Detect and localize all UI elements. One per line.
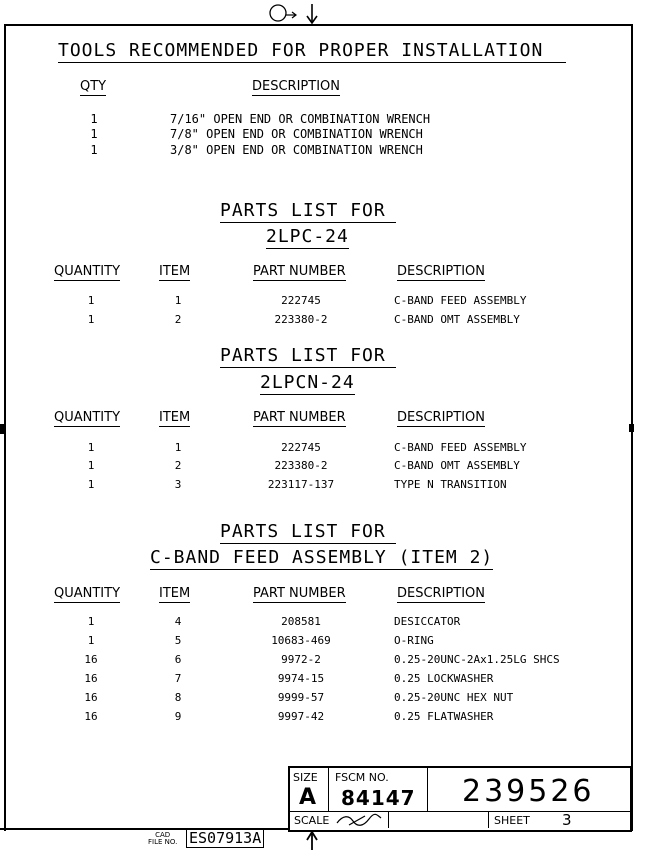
tools-title: TOOLS RECOMMENDED FOR PROPER INSTALLATION <box>58 40 566 63</box>
description-header: DESCRIPTION <box>397 586 485 601</box>
revision-arrow-icon <box>268 2 324 26</box>
row-quantity: 1 <box>87 313 95 326</box>
row-item: 2 <box>174 459 182 472</box>
row-quantity: 16 <box>84 691 98 704</box>
fscm-label: FSCM NO. <box>335 771 389 784</box>
row-description: C-BAND FEED ASSEMBLY <box>394 441 527 454</box>
row-description: TYPE N TRANSITION <box>394 478 507 491</box>
row-quantity: 1 <box>87 615 95 628</box>
quantity-header: QUANTITY <box>54 410 121 425</box>
row-part-number: 9974-15 <box>277 672 325 685</box>
row-item: 2 <box>174 313 182 326</box>
row-item: 7 <box>174 672 182 685</box>
sheet-value: 3 <box>562 811 572 829</box>
tools-qty: 1 <box>90 112 98 126</box>
row-part-number: 9972-2 <box>281 653 321 666</box>
row-description: 0.25 FLATWASHER <box>394 710 494 723</box>
size-label: SIZE <box>293 771 318 784</box>
row-part-number: 223380-2 <box>274 459 328 472</box>
row-part-number: 9997-42 <box>277 710 325 723</box>
title-block-divider <box>290 811 630 812</box>
row-part-number: 222745 <box>281 294 321 307</box>
scale-label: SCALE <box>294 814 330 827</box>
row-item: 3 <box>174 478 182 491</box>
row-quantity: 16 <box>84 672 98 685</box>
part-number-header: PART NUMBER <box>253 586 346 601</box>
left-edge-mark <box>0 424 5 434</box>
quantity-header: QUANTITY <box>54 586 121 601</box>
tools-description-header: DESCRIPTION <box>252 79 340 94</box>
row-item: 1 <box>174 294 182 307</box>
cad-label-bottom: FILE NO. <box>148 838 178 846</box>
row-quantity: 16 <box>84 710 98 723</box>
row-description: 0.25 LOCKWASHER <box>394 672 494 685</box>
item-header: ITEM <box>159 264 191 279</box>
parts-list-subtitle: C-BAND FEED ASSEMBLY (ITEM 2) <box>150 547 494 568</box>
row-part-number: 9999-57 <box>277 691 325 704</box>
part-number-header: PART NUMBER <box>253 410 346 425</box>
drawing-number: 239526 <box>462 774 595 809</box>
tools-description: 7/16" OPEN END OR COMBINATION WRENCH <box>170 112 431 126</box>
parts-list-subtitle: 2LPC-24 <box>266 226 349 247</box>
parts-list-title: PARTS LIST FOR <box>220 345 396 368</box>
item-header: ITEM <box>159 586 191 601</box>
quantity-header: QUANTITY <box>54 264 121 279</box>
row-description: C-BAND OMT ASSEMBLY <box>394 313 520 326</box>
parts-list-subtitle: 2LPCN-24 <box>260 372 355 393</box>
row-quantity: 1 <box>87 634 95 647</box>
row-item: 1 <box>174 441 182 454</box>
part-number-header: PART NUMBER <box>253 264 346 279</box>
right-edge-mark <box>629 424 634 432</box>
row-description: C-BAND FEED ASSEMBLY <box>394 294 527 307</box>
bottom-arrow-icon <box>303 830 321 850</box>
description-header: DESCRIPTION <box>397 264 485 279</box>
row-part-number: 223117-137 <box>267 478 335 491</box>
row-item: 4 <box>174 615 182 628</box>
tools-description: 3/8" OPEN END OR COMBINATION WRENCH <box>170 143 423 157</box>
row-quantity: 1 <box>87 478 95 491</box>
size-cell <box>290 768 329 811</box>
row-item: 5 <box>174 634 182 647</box>
row-item: 9 <box>174 710 182 723</box>
row-quantity: 16 <box>84 653 98 666</box>
row-part-number: 208581 <box>281 615 321 628</box>
row-description: DESICCATOR <box>394 615 461 628</box>
row-quantity: 1 <box>87 459 95 472</box>
scale-divider <box>388 811 389 828</box>
row-quantity: 1 <box>87 441 95 454</box>
row-part-number: 222745 <box>281 441 321 454</box>
cad-file-number: ES07913A <box>186 829 264 848</box>
tools-description: 7/8" OPEN END OR COMBINATION WRENCH <box>170 127 423 141</box>
row-part-number: 10683-469 <box>271 634 331 647</box>
title-block <box>288 766 632 832</box>
description-header: DESCRIPTION <box>397 410 485 425</box>
scale-none-mark-icon <box>335 813 383 827</box>
row-item: 8 <box>174 691 182 704</box>
row-description: C-BAND OMT ASSEMBLY <box>394 459 520 472</box>
fscm-cell <box>329 768 428 811</box>
parts-list-title: PARTS LIST FOR <box>220 521 396 544</box>
size-value: A <box>299 785 317 810</box>
sheet-label: SHEET <box>494 814 530 827</box>
tools-qty-header: QTY <box>80 79 107 94</box>
cad-label-top: CAD <box>155 831 171 839</box>
item-header: ITEM <box>159 410 191 425</box>
parts-list-title: PARTS LIST FOR <box>220 200 396 223</box>
row-part-number: 223380-2 <box>274 313 328 326</box>
tools-qty: 1 <box>90 127 98 141</box>
fscm-value: 84147 <box>341 786 416 810</box>
cad-file-label <box>148 832 177 846</box>
row-description: 0.25-20UNC HEX NUT <box>394 691 514 704</box>
tools-qty: 1 <box>90 143 98 157</box>
row-quantity: 1 <box>87 294 95 307</box>
row-item: 6 <box>174 653 182 666</box>
row-description: 0.25-20UNC-2Ax1.25LG SHCS <box>394 653 560 666</box>
row-description: O-RING <box>394 634 434 647</box>
sheet-divider <box>488 811 489 828</box>
